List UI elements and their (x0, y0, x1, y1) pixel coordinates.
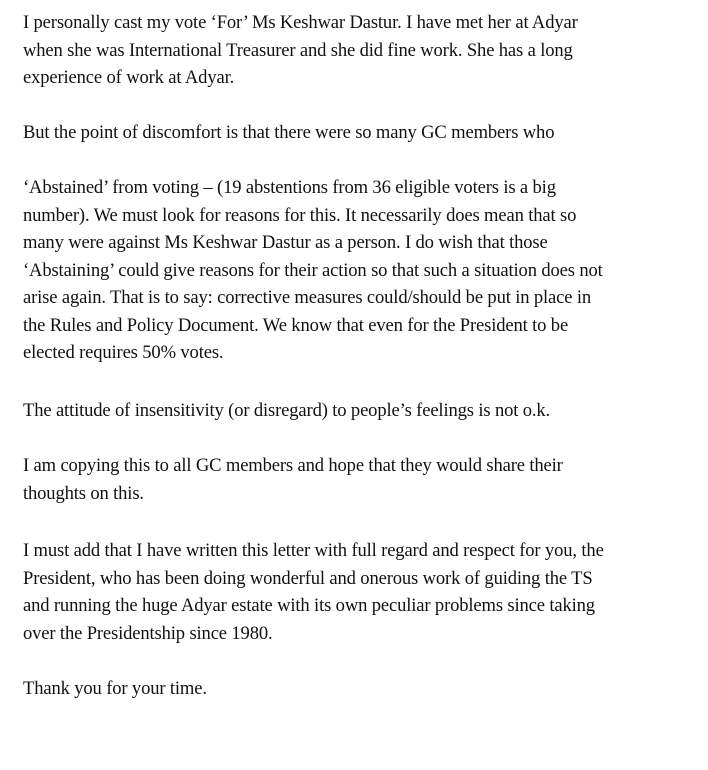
text-line: over the Presidentship since 1980. (23, 622, 273, 644)
text-line: arise again. That is to say: corrective measures could/should be put in place in (23, 287, 592, 308)
paragraph-regard (23, 537, 604, 647)
text-line: I am copying this to all GC members and hope that they would share their (23, 455, 563, 476)
text-line: and running the huge Adyar estate with its own peculiar problems since taking (23, 595, 595, 616)
text-line: I must add that I have written this letter with full regard and respect for you, the (23, 540, 604, 561)
paragraph-copying (23, 452, 563, 507)
text-line: President, who has been doing wonderful and onerous work of guiding the TS (23, 567, 593, 589)
paragraph-attitude (23, 397, 550, 425)
text-line: experience of work at Adyar. (23, 67, 235, 88)
paragraph-abstained (23, 174, 603, 367)
text-line: Thank you for your time. (23, 678, 207, 699)
text-line: thoughts on this. (23, 482, 144, 504)
text-line: elected requires 50% votes. (23, 342, 224, 363)
text-line: the Rules and Policy Document. We know that even for the President to be (23, 314, 569, 336)
text-line: many were against Ms Keshwar Dastur as a person. I do wish that those (23, 232, 548, 253)
paragraph-discomfort (23, 119, 554, 147)
text-line: ‘Abstained’ from voting – (19 abstentions from 36 eligible voters is a big (23, 177, 556, 198)
text-line: The attitude of insensitivity (or disregard) to people’s feelings is not o.k. (23, 400, 551, 421)
paragraph-thanks (23, 675, 207, 703)
text-line: when she was International Treasurer and she did fine work. She has a long (23, 39, 573, 61)
text-line: I personally cast my vote ‘For’ Ms Keshwar Dastur. I have met her at Adyar (23, 12, 578, 33)
paragraph-vote (23, 9, 578, 92)
text-line: But the point of discomfort is that there were so many GC members who (23, 122, 555, 143)
text-line: number). We must look for reasons for this. It necessarily does mean that so (23, 204, 577, 226)
text-line: ‘Abstaining’ could give reasons for their action so that such a situation does not (23, 259, 603, 281)
